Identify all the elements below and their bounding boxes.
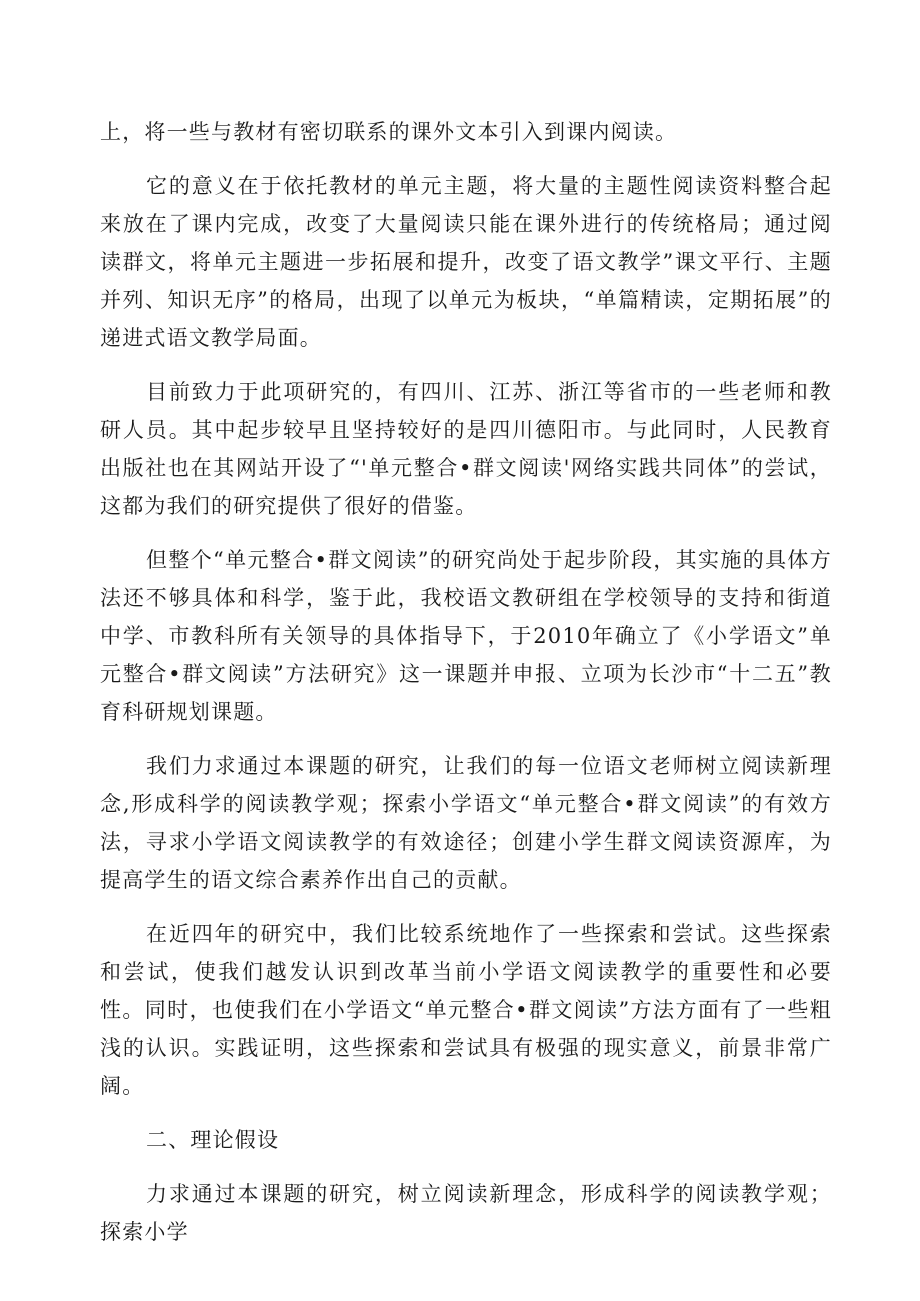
paragraph-goals: 我们力求通过本课题的研究，让我们的每一位语文老师树立阅读新理念,形成科学的阅读教学观；探索小学语文“单元整合•群文阅读”的有效方法，寻求小学语文阅读教学的有效途径；创建小学生群文阅读资源库，为提高学生的语文综合素养作出自己的贡献。 [100,754,832,892]
section-heading: 二、理论假设 [146,1128,280,1152]
document-body [100,113,832,1267]
paragraph-hypothesis: 力求通过本课题的研究，树立阅读新理念，形成科学的阅读教学观；探索小学 [100,1182,832,1244]
paragraph-continued: 上，将一些与教材有密切联系的课外文本引入到课内阅读。 [100,120,678,144]
paragraph-progress: 在近四年的研究中，我们比较系统地作了一些探索和尝试。这些探索和尝试，使我们越发认识到改革当前小学语文阅读教学的重要性和必要性。同时，也使我们在小学语文“单元整合•群文阅读”方法方面有了一些粗浅的认识。实践证明，这些探索和尝试具有极强的现实意义，前景非常广阔。 [100,922,832,1098]
paragraph-significance: 它的意义在于依托教材的单元主题，将大量的主题性阅读资料整合起来放在了课内完成，改变了大量阅读只能在课外进行的传统格局；通过阅读群文，将单元主题进一步拓展和提升，改变了语文教学”课文平行、主题并列、知识无序”的格局，出现了以单元为板块，“单篇精读，定期拓展”的递进式语文教学局面。 [100,174,832,350]
paragraph-current-research: 目前致力于此项研究的，有四川、江苏、浙江等省市的一些老师和教研人员。其中起步较早且坚持较好的是四川德阳市。与此同时，人民教育出版社也在其网站开设了“'单元整合•群文阅读'网络实践共同体”的尝试，这都为我们的研究提供了很好的借鉴。 [100,380,832,518]
paragraph-project-origin: 但整个“单元整合•群文阅读”的研究尚处于起步阶段，其实施的具体方法还不够具体和科学，鉴于此，我校语文教研组在学校领导的支持和街道中学、市教科所有关领导的具体指导下，于2010年确立了《小学语文”单元整合•群文阅读”方法研究》这一课题并申报、立项为长沙市“十二五”教育科研规划课题。 [100,548,832,724]
